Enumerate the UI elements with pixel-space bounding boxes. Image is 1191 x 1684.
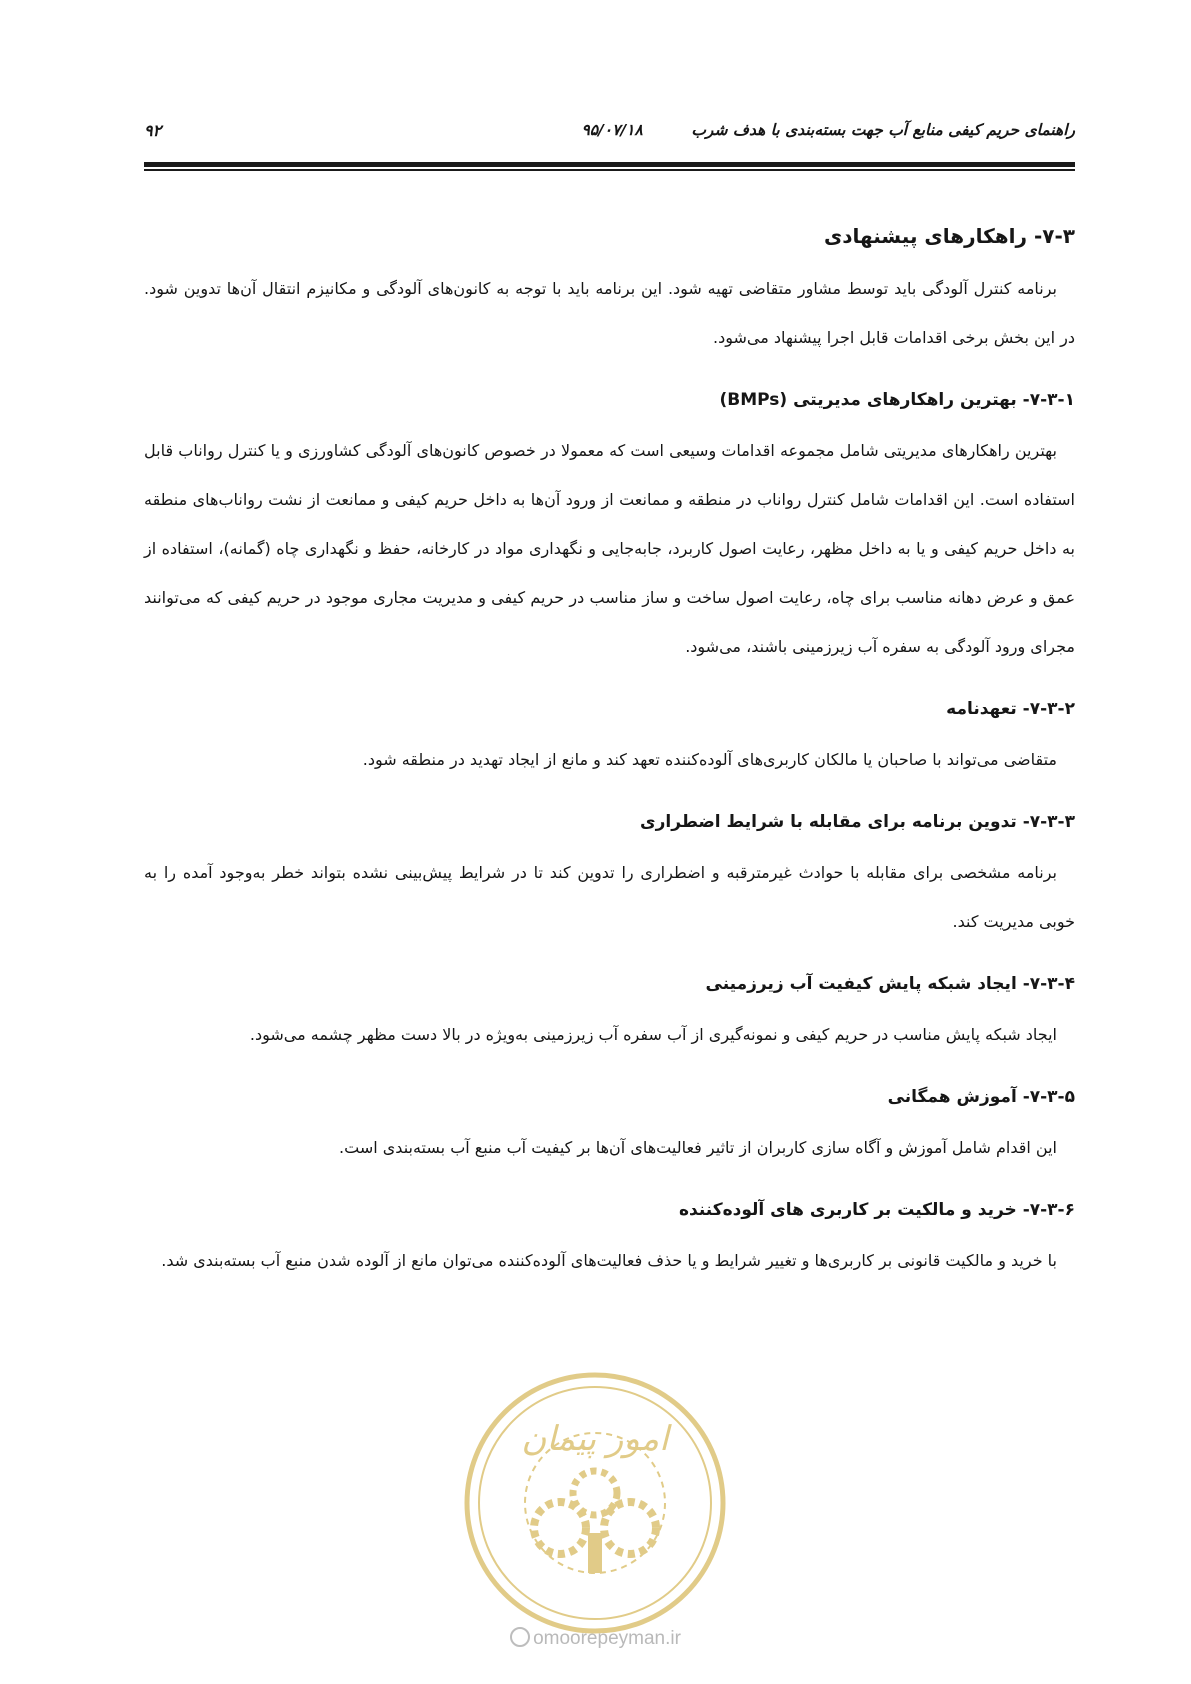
- section-intro: برنامه کنترل آلودگی باید توسط مشاور متقاضی تهیه شود. این برنامه باید با توجه به کانون‌های آلودگی و مکانیزم انتقال آن‌ها تدوین شود. در این بخش برخی اقدامات قابل اجرا پیشنهاد می‌شود.: [144, 279, 1075, 347]
- subsection-text-education: این اقدام شامل آموزش و آگاه سازی کاربران از تاثیر فعالیت‌های آن‌ها بر کیفیت آب منبع آب بسته‌بندی است.: [339, 1138, 1057, 1157]
- page-header: [144, 121, 1075, 147]
- header-rule: [144, 162, 1075, 167]
- subsection-text-emergency: برنامه مشخصی برای مقابله با حوادث غیرمترقبه و اضطراری را تدوین کند تا در شرایط پیش‌بینی نشده بتواند خطر به‌وجود آمده را به خوبی مدیریت کند.: [144, 863, 1075, 931]
- subsection-text-monitoring: ایجاد شبکه پایش مناسب در حریم کیفی و نمونه‌گیری از آب سفره آب زیرزمینی به‌ویژه در بالا دست مظهر چشمه می‌شود.: [249, 1025, 1057, 1044]
- header-date: ۹۵/۰۷/۱۸: [581, 121, 643, 139]
- subsection-heading-education: ۷-۳-۵- آموزش همگانی: [887, 1087, 1075, 1107]
- seal-text: امور پیمان: [521, 1419, 669, 1459]
- watermark-site: omoorepeyman.ir: [533, 1628, 681, 1649]
- page-number: ۹۲: [144, 121, 162, 140]
- header-rule-thin: [144, 169, 1075, 171]
- subsection-heading-emergency: ۷-۳-۳- تدوین برنامه برای مقابله با شرایط اضطراری: [640, 812, 1075, 832]
- page-content: [144, 190, 1075, 1285]
- subsection-heading-ownership: ۷-۳-۶- خرید و مالکیت بر کاربری های آلوده‌کننده: [679, 1200, 1075, 1220]
- seal-watermark-icon: [460, 1368, 730, 1638]
- section-heading: ۷-۳- راهکارهای پیشنهادی: [823, 224, 1075, 248]
- subsection-text-bmps: بهترین راهکارهای مدیریتی شامل مجموعه اقدامات وسیعی است که معمولا در خصوص کانون‌های آلودگی کشاورزی و یا کنترل رواناب قابل استفاده است. این اقدامات شامل کنترل رواناب در منطقه و ممانعت از ورود آن‌ها به داخل حریم کیفی و ممانعت از نشت رواناب‌های منطقه به داخل حریم کیفی و یا به داخل مظهر، رعایت اصول کاربرد، جابه‌جایی و نگهداری مواد در کارخانه، حفظ و نگهداری چاه (گمانه)، استفاده از عمق و عرض دهانه مناسب برای چاه، رعایت اصول ساخت و ساز مناسب در حریم کیفی و مدیریت مجاری موجود در حریم کیفی که می‌توانند مجرای ورود آلودگی به سفره آب زیرزمینی باشند، می‌شود.: [144, 441, 1075, 656]
- footer-watermark: [0, 1627, 1191, 1650]
- subsection-heading-monitoring: ۷-۳-۴- ایجاد شبکه پایش کیفیت آب زیرزمینی: [705, 974, 1075, 994]
- subsection-heading-commitment: ۷-۳-۲- تعهدنامه: [946, 699, 1075, 719]
- header-title: راهنمای حریم کیفی منابع آب جهت بسته‌بندی با هدف شرب: [691, 121, 1075, 139]
- subsection-text-commitment: متقاضی می‌تواند با صاحبان یا مالکان کاربری‌های آلوده‌کننده تعهد کند و مانع از ایجاد تهدید در منطقه شود.: [362, 750, 1057, 769]
- at-icon: [510, 1627, 530, 1647]
- running-header: [581, 121, 1075, 139]
- subsection-heading-bmps: ۷-۳-۱- بهترین راهکارهای مدیریتی (BMPs): [719, 390, 1075, 410]
- subsection-text-ownership: با خرید و مالکیت قانونی بر کاربری‌ها و تغییر شرایط و یا حذف فعالیت‌های آلوده‌کننده می‌توان مانع از آلوده شدن منبع آب بسته‌بندی شد.: [161, 1251, 1057, 1270]
